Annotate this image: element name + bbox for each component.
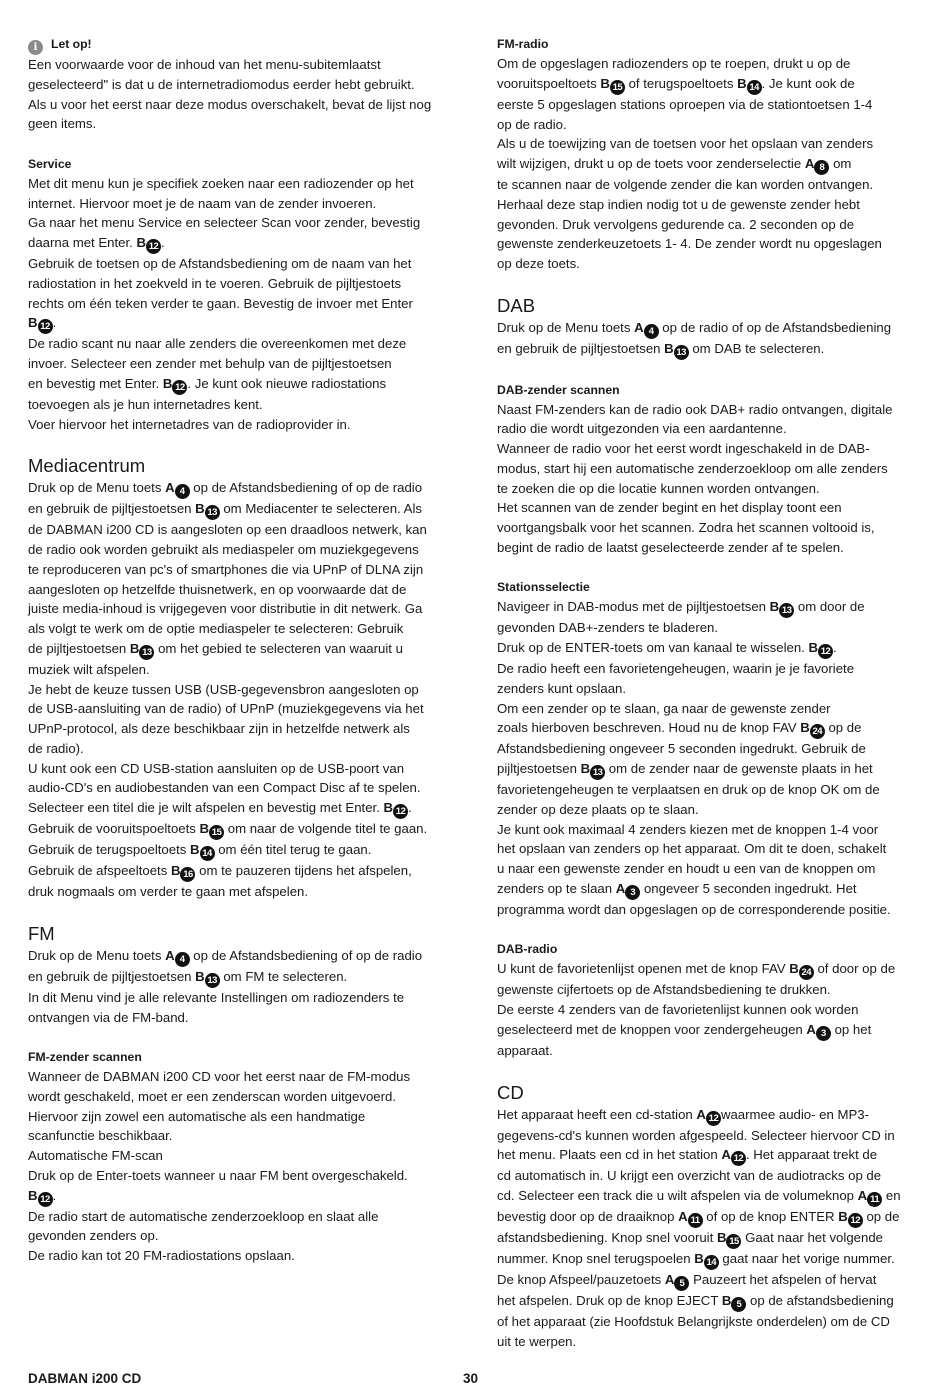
text-line: Gebruik de terugspoeltoets B 14 om één titel terug te gaan. xyxy=(28,842,372,859)
text-line: modus, start hij een automatische zenderzoekloop om alle zenders xyxy=(497,460,888,476)
spacer xyxy=(497,360,925,380)
number-badge-icon: 12 xyxy=(731,1151,746,1166)
control-reference: B 12 xyxy=(163,376,188,391)
text-line: Navigeer in DAB-modus met de pijltjestoetsen B 13 om door de xyxy=(497,599,865,617)
paragraph xyxy=(497,597,925,638)
text-line: Naast FM-zenders kan de radio ook DAB+ radio ontvangen, digitale xyxy=(497,401,893,417)
control-reference: A 4 xyxy=(165,480,190,495)
paragraph xyxy=(28,415,452,435)
text-line: radio die wordt uitgezonden via een aardantenne. xyxy=(497,421,787,437)
control-reference: B 13 xyxy=(581,761,606,776)
text-line: Druk op de Enter-toets wanneer u naar FM bent overgeschakeld. xyxy=(28,1167,408,1183)
text-line: Het scannen van de zender begint en het display toont een xyxy=(497,500,842,516)
text-line: Je hebt de keuze tussen USB (USB-gegevensbron aangesloten op xyxy=(28,681,419,697)
paragraph xyxy=(28,1166,452,1207)
page-number: 30 xyxy=(463,1371,479,1386)
text-line: invoer. Selecteer een zender met behulp van de pijltjestoetsen xyxy=(28,356,392,371)
text-line: Als u de toewijzing van de toetsen voor het opslaan van zenders xyxy=(497,136,874,152)
paragraph xyxy=(28,988,452,1028)
text-line: op deze toets. xyxy=(497,256,580,271)
number-badge-icon: 3 xyxy=(625,885,640,900)
paragraph xyxy=(28,1246,452,1266)
spacer xyxy=(497,558,925,578)
right-column xyxy=(497,34,925,1352)
number-badge-icon: 4 xyxy=(644,324,659,339)
control-reference: B 12 xyxy=(28,1188,53,1203)
text-line: Wanneer de DABMAN i200 CD voor het eerst naar de FM-modus xyxy=(28,1069,411,1084)
control-reference: B 14 xyxy=(190,842,215,857)
control-reference: B 24 xyxy=(800,720,825,735)
number-badge-icon: 13 xyxy=(779,603,794,618)
text-line: Herhaal deze stap indien nodig tot u de gewenste zender hebt xyxy=(497,196,860,212)
text-line: uit te werpen. xyxy=(497,1333,577,1349)
text-line: vooruitspoeltoets B 15 of terugspoeltoets B 14 . Je kunt ook de xyxy=(497,75,855,93)
text-line: juiste media-inhoud is vrijgegeven voor distributie in dit netwerk. Ga xyxy=(28,601,423,617)
text-line: gewenste cijfertoets op de Afstandsbediening te drukken. xyxy=(497,982,831,998)
text-line: het menu. Plaats een cd in het station A 12 . Het apparaat trekt de xyxy=(497,1147,878,1165)
paragraph xyxy=(497,439,925,498)
section-heading: Mediacentrum xyxy=(28,455,146,477)
text-line: daarna met Enter. B 12 . xyxy=(28,235,165,252)
paragraph xyxy=(28,759,452,902)
text-line: Wanneer de radio voor het eerst wordt ingeschakeld in de DAB- xyxy=(497,441,870,456)
number-badge-icon: 12 xyxy=(393,804,408,819)
paragraph xyxy=(28,478,452,679)
control-reference: A 11 xyxy=(678,1209,703,1224)
text-line: Het apparaat heeft een cd-station A 12 waarmee audio- en MP3- xyxy=(497,1106,870,1124)
text-line: De radio scant nu naar alle zenders die overeenkomen met deze xyxy=(28,336,407,352)
text-line: scanfunctie beschikbaar. xyxy=(28,1128,173,1144)
number-badge-icon: 3 xyxy=(816,1026,831,1041)
text-line: eerste 5 opgeslagen stations oproepen via de stationtoetsen 1-4 xyxy=(497,96,873,112)
paragraph xyxy=(28,1146,452,1166)
text-line: muziek wilt afspelen. xyxy=(28,661,150,677)
text-line: U kunt ook een CD USB-station aansluiten op de USB-poort van xyxy=(28,760,405,776)
control-reference: A 3 xyxy=(616,881,641,896)
text-line: B 12 . xyxy=(28,315,57,333)
text-line: en bevestig met Enter. B 12 . Je kunt ook nieuwe radiostations xyxy=(28,375,387,393)
text-line: en gebruik de pijltjestoetsen B 13 om Mediacenter te selecteren. Als xyxy=(28,501,422,519)
number-badge-icon: 13 xyxy=(674,345,689,360)
number-badge-icon: 13 xyxy=(205,505,220,520)
control-reference: A 4 xyxy=(165,948,190,963)
number-badge-icon: 12 xyxy=(848,1213,863,1228)
section-heading: FM xyxy=(28,922,55,944)
number-badge-icon: 5 xyxy=(674,1276,689,1291)
text-line: voortgangsbalk voor het scannen. Zodra het scannen voltooid is, xyxy=(497,520,875,535)
text-line: druk nogmaals om verder te gaan met afspelen. xyxy=(28,884,309,899)
control-reference: B 12 xyxy=(809,640,834,655)
text-line: zenders kunt opslaan. xyxy=(497,680,627,696)
text-line: geen items. xyxy=(28,116,97,132)
text-line: programma wordt dan opgeslagen op de corresponderende positie. xyxy=(497,901,891,917)
paragraph xyxy=(497,134,925,274)
control-reference: B 14 xyxy=(737,76,762,91)
subsection-heading: Service xyxy=(28,156,72,171)
control-reference: A 12 xyxy=(721,1147,746,1162)
control-reference: B 12 xyxy=(137,235,162,250)
text-line: toevoegen als je hun internetadres kent. xyxy=(28,396,263,412)
text-line: Druk op de Menu toets A 4 op de Afstandsbediening of op de radio xyxy=(28,480,423,498)
control-reference: B 12 xyxy=(384,800,409,815)
text-line: Om de opgeslagen radiozenders op te roepen, drukt u op de xyxy=(497,56,851,71)
number-badge-icon: 12 xyxy=(38,1192,53,1207)
text-line: en gebruik de pijltjestoetsen B 13 om FM te selecteren. xyxy=(28,968,348,986)
control-reference: B 24 xyxy=(789,961,814,976)
text-line: de radio ook worden gebruikt als mediaspeler om muziekgegevens xyxy=(28,542,419,557)
text-line: pijltjestoetsen B 13 om de zender naar de gewenste plaats in het xyxy=(497,761,873,778)
number-badge-icon: 12 xyxy=(38,319,53,334)
paragraph xyxy=(497,318,925,360)
text-line: Met dit menu kun je specifiek zoeken naar een radiozender op het xyxy=(28,175,414,191)
number-badge-icon: 11 xyxy=(867,1192,882,1207)
text-line: zender op deze plaats op te slaan. xyxy=(497,801,699,817)
number-badge-icon: 14 xyxy=(200,846,215,861)
text-line: geselecteerd" is dat u de internetradiomodus eerder hebt gebruikt. xyxy=(28,76,415,92)
text-line: of het apparaat (zie Hoofdstuk Belangrijkste onderdelen) om de CD xyxy=(497,1314,890,1329)
text-line: Druk op de Menu toets A 4 op de radio of op de Afstandsbediening xyxy=(497,319,892,337)
number-badge-icon: 24 xyxy=(810,724,825,739)
text-line: gegevens-cd's kunnen worden afgespeeld. Selecteer hiervoor CD in xyxy=(497,1127,895,1143)
control-reference: A 4 xyxy=(634,320,659,335)
text-line: gevonden. Druk vervolgens gedurende ca. 2 seconden op de xyxy=(497,216,855,232)
spacer xyxy=(497,920,925,940)
text-line: De eerste 4 zenders van de favorietenlijst kunnen ook worden xyxy=(497,1002,859,1017)
text-line: B 12 . xyxy=(28,1187,57,1205)
section-heading: DAB xyxy=(497,294,536,316)
number-badge-icon: 15 xyxy=(209,825,224,840)
number-badge-icon: 4 xyxy=(175,952,190,967)
text-line: afstandsbediening. Knop snel vooruit B 15 Gaat naar het volgende xyxy=(497,1230,883,1247)
text-line: gevonden zenders op. xyxy=(28,1228,159,1244)
paragraph xyxy=(497,699,925,820)
control-reference: B 14 xyxy=(694,1251,719,1266)
spacer xyxy=(28,134,452,154)
subsection-heading: FM-radio xyxy=(497,37,549,51)
subsection-heading: DAB-radio xyxy=(497,942,558,957)
number-badge-icon: 5 xyxy=(731,1297,746,1312)
text-line: De radio kan tot 20 FM-radiostations opslaan. xyxy=(28,1248,295,1263)
control-reference: B 13 xyxy=(195,501,220,516)
text-line: Gebruik de afspeeltoets B 16 om te pauzeren tijdens het afspelen, xyxy=(28,863,412,880)
paragraph xyxy=(28,1207,452,1247)
number-badge-icon: 8 xyxy=(814,160,829,175)
paragraph xyxy=(28,680,452,759)
footer-product-title: DABMAN i200 CD xyxy=(28,1371,142,1386)
text-line: Druk op de Menu toets A 4 op de Afstandsbediening of op de radio xyxy=(28,947,423,965)
number-badge-icon: 12 xyxy=(172,380,187,395)
number-badge-icon: 13 xyxy=(205,973,220,988)
text-line: Gebruik de vooruitspoeltoets B 15 om naar de volgende titel te gaan. xyxy=(28,821,428,838)
number-badge-icon: 16 xyxy=(180,867,195,882)
paragraph xyxy=(28,334,452,414)
paragraph xyxy=(497,54,925,134)
subsection-heading: DAB-zender scannen xyxy=(497,382,620,397)
paragraph xyxy=(28,174,452,254)
text-line: Voer hiervoor het internetadres van de radioprovider in. xyxy=(28,416,351,432)
info-icon: i xyxy=(28,40,43,55)
text-line: gevonden DAB+-zenders te bladeren. xyxy=(497,620,719,636)
text-line: audio-CD's en audiobestanden van een Compact Disc af te spelen. xyxy=(28,780,421,796)
text-line: De radio heeft een favorietengeheugen, waarin je je favoriete xyxy=(497,661,855,676)
text-line: de USB-aansluiting van de radio) of UPnP (muziekgegevens via het xyxy=(28,701,424,717)
text-line: Afstandsbediening ongeveer 5 seconden ingedrukt. Gebruik de xyxy=(497,741,866,757)
number-badge-icon: 13 xyxy=(139,645,154,660)
spacer xyxy=(497,1061,925,1075)
subsection-heading: FM-zender scannen xyxy=(28,1050,142,1064)
control-reference: B 13 xyxy=(195,969,220,984)
control-reference: A 5 xyxy=(665,1272,690,1287)
spacer xyxy=(28,902,452,916)
number-badge-icon: 11 xyxy=(688,1213,703,1228)
text-line: Als u voor het eerst naar deze modus overschakelt, bevat de lijst nog xyxy=(28,96,432,112)
paragraph xyxy=(28,254,452,334)
number-badge-icon: 4 xyxy=(175,484,190,499)
number-badge-icon: 12 xyxy=(706,1111,721,1126)
text-line: Hiervoor zijn zowel een automatische als een handmatige xyxy=(28,1108,366,1124)
text-line: het afspelen. Druk op de knop EJECT B 5 op de afstandsbediening xyxy=(497,1293,894,1310)
text-line: De knop Afspeel/pauzetoets A 5 Pauzeert het afspelen of hervat xyxy=(497,1272,877,1289)
control-reference: A 3 xyxy=(806,1022,831,1037)
control-reference: B 13 xyxy=(130,641,155,656)
text-line: Selecteer een titel die je wilt afspelen en bevestig met Enter. B 12 . xyxy=(28,800,412,817)
number-badge-icon: 14 xyxy=(747,80,762,95)
control-reference: B 12 xyxy=(28,315,53,330)
text-line: UPnP-protocol, als deze beschikbaar zijn in hetzelfde netwerk als xyxy=(28,721,410,736)
text-line: te zoeken die op die locatie kunnen worden ontvangen. xyxy=(497,480,820,496)
paragraph xyxy=(497,1000,925,1061)
paragraph xyxy=(497,498,925,557)
control-reference: B 15 xyxy=(200,821,225,836)
text-line: Automatische FM-scan xyxy=(28,1148,163,1163)
text-line: radiostation in het zoekveld in te voeren. Gebruik de pijltjestoets xyxy=(28,275,402,291)
number-badge-icon: 12 xyxy=(818,644,833,659)
left-column xyxy=(28,34,452,1266)
text-line: de pijltjestoetsen B 13 om het gebied te selecteren van waaruit u xyxy=(28,640,403,658)
text-line: zoals hierboven beschreven. Houd nu de knop FAV B 24 op de xyxy=(497,720,862,738)
paragraph xyxy=(497,400,925,440)
text-line: favorietengeheugen te verplaatsen en druk op de knop OK om de xyxy=(497,782,880,797)
text-line: Gebruik de toetsen op de Afstandsbediening om de naam van het xyxy=(28,256,412,271)
text-line: Om een zender op te slaan, ga naar de gewenste zender xyxy=(497,700,831,716)
text-line: Je kunt ook maximaal 4 zenders kiezen met de knoppen 1-4 voor xyxy=(497,821,879,837)
text-line: de radio). xyxy=(28,740,84,756)
text-line: In dit Menu vind je alle relevante Instellingen om radiozenders te xyxy=(28,989,405,1005)
paragraph xyxy=(497,659,925,699)
text-line: cd. Selecteer een track die u wilt afspelen via de volumeknop A 11 en xyxy=(497,1188,901,1205)
section-heading: CD xyxy=(497,1081,524,1103)
control-reference: B 15 xyxy=(600,76,625,91)
text-line: gewenste zenderkeuzetoets 1- 4. De zender wordt nu opgeslagen xyxy=(497,236,882,252)
text-line: internet. Hiervoor moet je de naam van de zender invoeren. xyxy=(28,195,377,211)
text-line: te scannen naar de volgende zender die kan worden ontvangen. xyxy=(497,177,874,192)
text-line: aangesloten op hetzelfde thuisnetwerk, en op voorwaarde dat de xyxy=(28,581,407,597)
text-line: Ga naar het menu Service en selecteer Scan voor zender, bevestig xyxy=(28,215,421,231)
text-line: u naar een gewenste zender en houdt u een van de knoppen om xyxy=(497,861,876,876)
control-reference: A 8 xyxy=(805,156,830,171)
number-badge-icon: 13 xyxy=(590,765,605,780)
text-line: De radio start de automatische zenderzoekloop en slaat alle xyxy=(28,1208,379,1224)
number-badge-icon: 15 xyxy=(610,80,625,95)
text-line: wilt wijzigen, drukt u op de toets voor zenderselectie A 8 om xyxy=(497,156,852,173)
control-reference: A 11 xyxy=(858,1188,883,1203)
control-reference: B 12 xyxy=(838,1209,863,1224)
spacer xyxy=(28,434,452,448)
text-line: en gebruik de pijltjestoetsen B 13 om DAB te selecteren. xyxy=(497,340,825,358)
text-line: bevestig door op de draaiknop A 11 of op de knop ENTER B 12 op de xyxy=(497,1209,900,1226)
text-line: Druk op de ENTER-toets om van kanaal te wisselen. B 12 . xyxy=(497,640,837,657)
paragraph xyxy=(497,638,925,659)
note-paragraph xyxy=(28,55,452,134)
note-heading: i Let op! xyxy=(28,34,452,55)
spacer xyxy=(28,1027,452,1047)
number-badge-icon: 14 xyxy=(704,1255,719,1270)
text-line: als volgt te werk om de optie mediaspeler te selecteren: Gebruik xyxy=(28,621,404,636)
number-badge-icon: 12 xyxy=(146,239,161,254)
paragraph xyxy=(497,959,925,1000)
paragraph xyxy=(497,1105,925,1352)
text-line: apparaat. xyxy=(497,1042,553,1058)
control-reference: B 5 xyxy=(722,1293,747,1308)
text-line: zenders op te slaan A 3 ongeveer 5 seconden ingedrukt. Het xyxy=(497,880,857,898)
text-line: het opslaan van zenders op het apparaat. Om dit te doen, schakelt xyxy=(497,841,887,857)
text-line: begint de radio de laatst geselecteerde zender af te spelen. xyxy=(497,539,844,555)
control-reference: B 15 xyxy=(717,1230,742,1245)
text-line: U kunt de favorietenlijst openen met de knop FAV B 24 of door op de xyxy=(497,961,896,979)
spacer xyxy=(497,274,925,288)
text-line: ontvangen via de FM-band. xyxy=(28,1009,189,1025)
text-line: cd automatisch in. U krijgt een overzicht van de audiotracks op de xyxy=(497,1168,882,1184)
paragraph xyxy=(28,1067,452,1146)
text-line: nummer. Knop snel terugspoelen B 14 gaat naar het vorige nummer. xyxy=(497,1251,895,1268)
subsection-heading: Stationsselectie xyxy=(497,580,590,595)
number-badge-icon: 15 xyxy=(726,1234,741,1249)
control-reference: B 16 xyxy=(171,863,196,878)
control-reference: A 12 xyxy=(696,1107,721,1122)
text-line: Een voorwaarde voor de inhoud van het menu-subitemlaatst xyxy=(28,57,381,72)
control-reference: B 13 xyxy=(770,599,795,614)
text-line: rechts om één teken verder te gaan. Bevestig de invoer met Enter xyxy=(28,295,413,311)
number-badge-icon: 24 xyxy=(799,965,814,980)
text-line: wordt geschakeld, moet er een zenderscan worden uitgevoerd. xyxy=(28,1088,397,1104)
text-line: de DABMAN i200 CD is aangesloten op een draadloos netwerk, kan xyxy=(28,522,427,538)
text-line: op de radio. xyxy=(497,116,567,132)
paragraph xyxy=(497,820,925,920)
control-reference: B 13 xyxy=(664,341,689,356)
text-line: te reproduceren van pc's of smartphones die via UPnP of DLNA zijn xyxy=(28,561,424,577)
text-line: geselecteerd met de knoppen voor zendergeheugen A 3 op het xyxy=(497,1021,872,1039)
paragraph xyxy=(28,946,452,988)
